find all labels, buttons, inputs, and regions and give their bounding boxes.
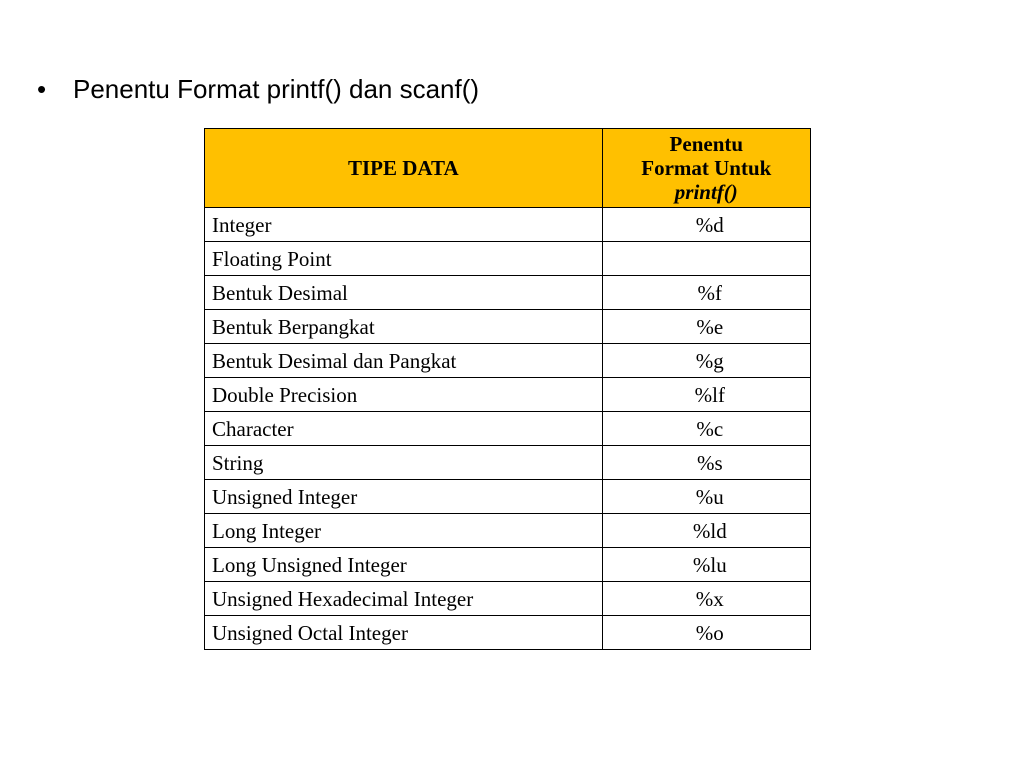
- header-format-specifier: [602, 129, 810, 208]
- table-row: [205, 412, 811, 446]
- table-row: [205, 208, 811, 242]
- type-cell: Long Integer: [205, 514, 603, 548]
- format-cell: %s: [602, 446, 810, 480]
- format-cell: %lf: [602, 378, 810, 412]
- type-cell: Bentuk Desimal dan Pangkat: [205, 344, 603, 378]
- table-row: [205, 514, 811, 548]
- table-row: [205, 616, 811, 650]
- format-cell: %ld: [602, 514, 810, 548]
- type-cell: Long Unsigned Integer: [205, 548, 603, 582]
- type-cell: Integer: [205, 208, 603, 242]
- format-cell: %c: [602, 412, 810, 446]
- bullet-point: •: [37, 73, 47, 104]
- header-format-line3: printf(): [674, 180, 738, 204]
- type-cell: Floating Point: [205, 242, 603, 276]
- table-row: [205, 242, 811, 276]
- header-format-line2: Format Untuk: [641, 156, 772, 180]
- table-row: [205, 548, 811, 582]
- table-row: [205, 582, 811, 616]
- table-row: [205, 446, 811, 480]
- slide-title: Penentu Format printf() dan scanf(): [73, 73, 480, 104]
- type-cell: Unsigned Integer: [205, 480, 603, 514]
- table-row: [205, 378, 811, 412]
- format-cell: %o: [602, 616, 810, 650]
- table-header-row: [205, 129, 811, 208]
- table-row: [205, 480, 811, 514]
- format-specifier-table: [204, 128, 811, 650]
- header-format-line1: Penentu: [669, 132, 744, 156]
- type-cell: String: [205, 446, 603, 480]
- type-cell: Unsigned Octal Integer: [205, 616, 603, 650]
- format-cell: %lu: [602, 548, 810, 582]
- type-cell: Bentuk Desimal: [205, 276, 603, 310]
- table-row: [205, 310, 811, 344]
- header-type-data: TIPE DATA: [205, 129, 603, 208]
- type-cell: Double Precision: [205, 378, 603, 412]
- format-cell: %g: [602, 344, 810, 378]
- format-cell: %x: [602, 582, 810, 616]
- format-cell: %u: [602, 480, 810, 514]
- type-cell: Character: [205, 412, 603, 446]
- table-row: [205, 344, 811, 378]
- format-cell: %e: [602, 310, 810, 344]
- slide-title-bullet: [37, 69, 479, 109]
- format-cell: [602, 242, 810, 276]
- type-cell: Unsigned Hexadecimal Integer: [205, 582, 603, 616]
- format-cell: %f: [602, 276, 810, 310]
- table-row: [205, 276, 811, 310]
- format-cell: %d: [602, 208, 810, 242]
- type-cell: Bentuk Berpangkat: [205, 310, 603, 344]
